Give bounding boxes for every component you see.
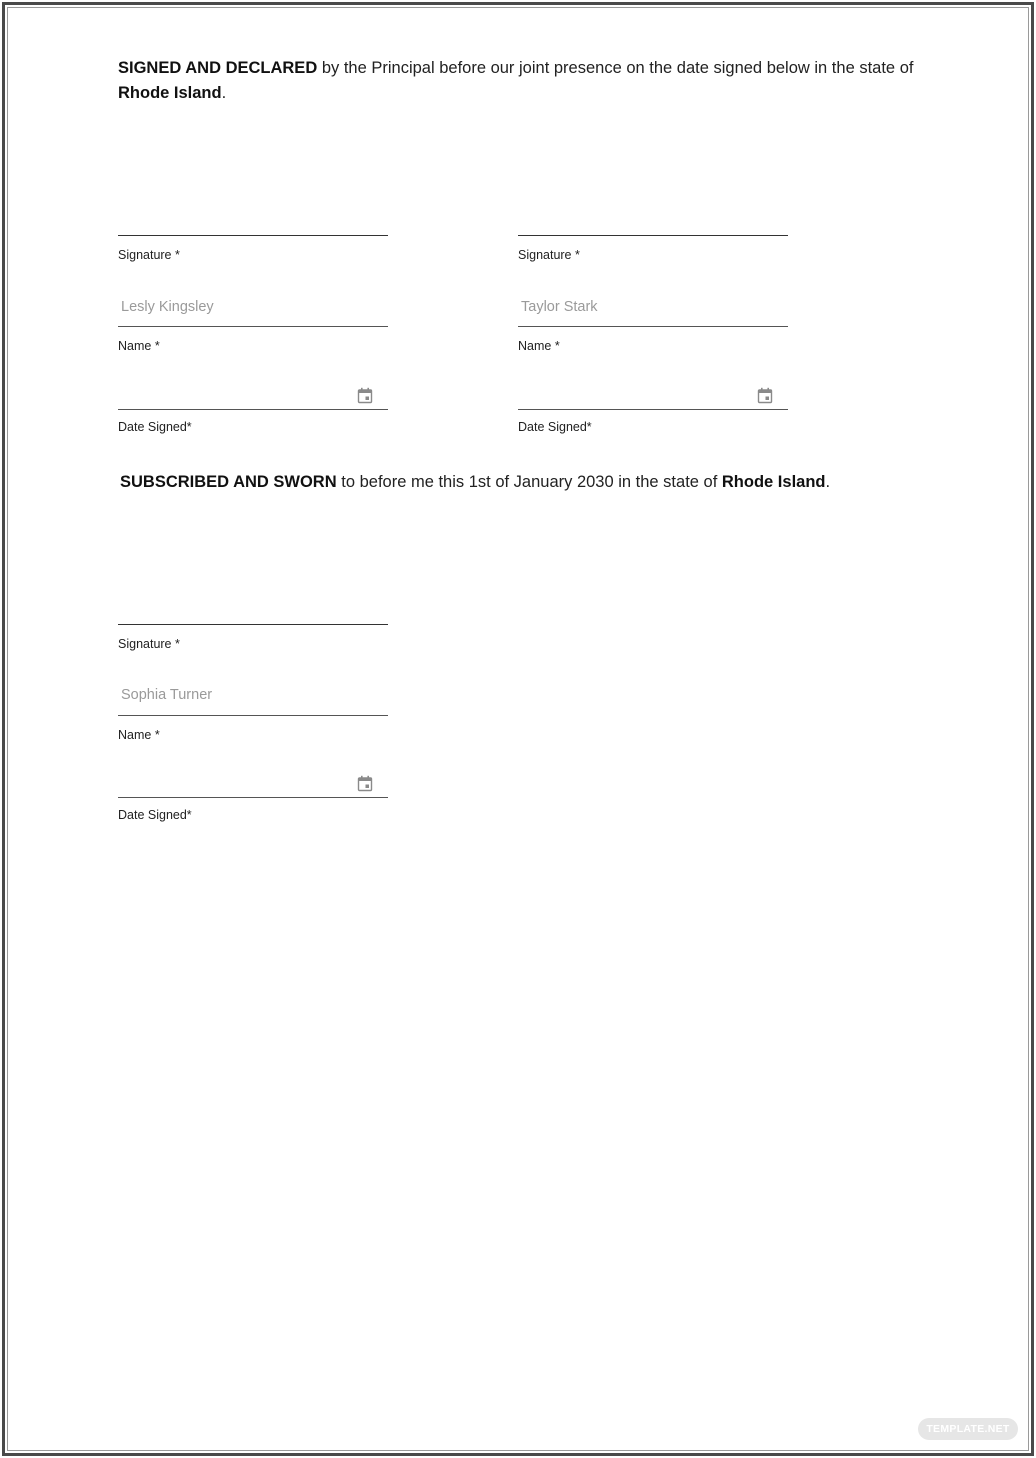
signer-1-signature-label: Signature * [118, 248, 180, 262]
signer-2-name-underline [518, 326, 788, 327]
notary-name-label: Name * [118, 728, 160, 742]
notary-text: to before me this 1st of January 2030 in the state of [336, 473, 722, 491]
declaration-bold-start: SIGNED AND DECLARED [118, 59, 318, 77]
declaration-state: Rhode Island [118, 84, 222, 102]
notary-date-input[interactable] [118, 797, 388, 798]
signer-2-name-label: Name * [518, 339, 560, 353]
signer-1-date-input[interactable] [118, 409, 388, 410]
notary-name-underline [118, 715, 388, 716]
notary-statement [120, 470, 940, 495]
signer-1-name-input[interactable]: Lesly Kingsley [121, 299, 214, 315]
signer-2-signature-line[interactable] [518, 235, 788, 236]
signer-2-date-label: Date Signed* [518, 420, 592, 434]
notary-end: . [825, 473, 831, 491]
declaration-end: . [221, 84, 227, 102]
signer-2-signature-label: Signature * [518, 248, 580, 262]
notary-name-input[interactable]: Sophia Turner [121, 687, 213, 703]
signer-1-date-label: Date Signed* [118, 420, 192, 434]
declaration-paragraph [118, 56, 928, 106]
notary-state: Rhode Island [721, 473, 826, 491]
signer-1-name-underline [118, 326, 388, 327]
notary-date-label: Date Signed* [118, 808, 192, 822]
calendar-icon[interactable] [757, 387, 773, 404]
calendar-icon[interactable] [357, 775, 373, 792]
signer-2-name-input[interactable]: Taylor Stark [521, 299, 598, 315]
notary-signature-label: Signature * [118, 637, 180, 651]
calendar-icon[interactable] [357, 387, 373, 404]
signer-2-date-input[interactable] [518, 409, 788, 410]
notary-bold-start: SUBSCRIBED AND SWORN [120, 473, 337, 491]
notary-signature-line[interactable] [118, 624, 388, 625]
template-watermark: TEMPLATE.NET [918, 1418, 1018, 1440]
declaration-text: by the Principal before our joint presence on the date signed below in the state of [317, 59, 914, 77]
signer-1-name-label: Name * [118, 339, 160, 353]
signer-1-signature-line[interactable] [118, 235, 388, 236]
